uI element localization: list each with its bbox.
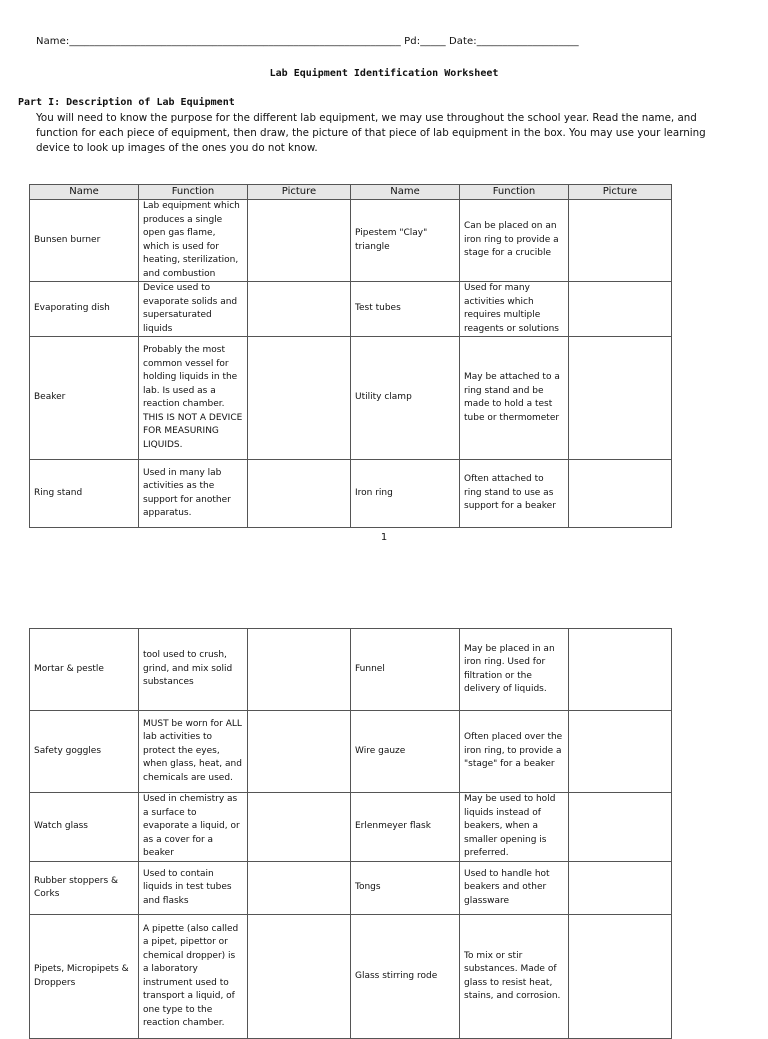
table-row — [30, 200, 672, 282]
equipment-function: Used in many lab activities as the support for another apparatus. — [139, 460, 248, 528]
equipment-function: May be used to hold liquids instead of beakers, when a smaller opening is preferred. — [460, 793, 569, 862]
equipment-name: Beaker — [30, 337, 139, 460]
equipment-function: May be attached to a ring stand and be made to hold a test tube or thermometer — [460, 337, 569, 460]
equipment-name: Utility clamp — [351, 337, 460, 460]
equipment-function: Probably the most common vessel for holding liquids in the lab. Is used as a reaction chamber. THIS IS NOT A DEVICE FOR MEASURING LIQUIDS. — [139, 337, 248, 460]
column-header-function: Function — [139, 185, 248, 200]
worksheet-title: Lab Equipment Identification Worksheet — [269, 68, 499, 79]
equipment-function: A pipette (also called a pipet, pipettor or chemical dropper) is a laboratory instrument used to transport a liquid, of one type to the reaction chamber. — [139, 915, 248, 1039]
equipment-function: Used to handle hot beakers and other glassware — [460, 862, 569, 915]
column-header-function: Function — [460, 185, 569, 200]
picture-box[interactable] — [569, 337, 672, 460]
picture-box[interactable] — [248, 282, 351, 337]
column-header-name: Name — [30, 185, 139, 200]
equipment-table-page2 — [29, 628, 672, 1039]
picture-box[interactable] — [248, 629, 351, 711]
equipment-function: May be placed in an iron ring. Used for filtration or the delivery of liquids. — [460, 629, 569, 711]
equipment-name: Pipets, Micropipets & Droppers — [30, 915, 139, 1039]
column-header-picture: Picture — [248, 185, 351, 200]
table-row — [30, 862, 672, 915]
equipment-name: Mortar & pestle — [30, 629, 139, 711]
equipment-function: Used in chemistry as a surface to evaporate a liquid, or as a cover for a beaker — [139, 793, 248, 862]
picture-box[interactable] — [569, 282, 672, 337]
equipment-name: Rubber stoppers & Corks — [30, 862, 139, 915]
instructions-paragraph: You will need to know the purpose for the different lab equipment, we may use throughout the school year. Read the name, and function for each piece of equipment, then draw, the picture of that piece of lab equipment in the box. You may use your learning device to look up images of the ones you do not know. — [36, 112, 706, 154]
equipment-name: Wire gauze — [351, 711, 460, 793]
picture-box[interactable] — [248, 460, 351, 528]
equipment-name: Test tubes — [351, 282, 460, 337]
picture-box[interactable] — [569, 629, 672, 711]
equipment-name: Funnel — [351, 629, 460, 711]
column-header-picture: Picture — [569, 185, 672, 200]
picture-box[interactable] — [248, 200, 351, 282]
picture-box[interactable] — [569, 460, 672, 528]
equipment-name: Glass stirring rode — [351, 915, 460, 1039]
table-row — [30, 629, 672, 711]
equipment-function: Device used to evaporate solids and supersaturated liquids — [139, 282, 248, 337]
equipment-function: Often placed over the iron ring, to provide a "stage" for a beaker — [460, 711, 569, 793]
picture-box[interactable] — [569, 711, 672, 793]
table-row — [30, 915, 672, 1039]
equipment-name: Tongs — [351, 862, 460, 915]
equipment-function: Used to contain liquids in test tubes and flasks — [139, 862, 248, 915]
picture-box[interactable] — [248, 915, 351, 1039]
equipment-name: Iron ring — [351, 460, 460, 528]
name-period-date-line: Name:_________________________________________________________________ Pd:_____ Date:____________________ — [36, 36, 579, 47]
picture-box[interactable] — [569, 862, 672, 915]
equipment-name: Evaporating dish — [30, 282, 139, 337]
picture-box[interactable] — [569, 200, 672, 282]
picture-box[interactable] — [248, 793, 351, 862]
equipment-name: Erlenmeyer flask — [351, 793, 460, 862]
table-row — [30, 793, 672, 862]
equipment-name: Bunsen burner — [30, 200, 139, 282]
equipment-name: Watch glass — [30, 793, 139, 862]
picture-box[interactable] — [569, 793, 672, 862]
column-header-name: Name — [351, 185, 460, 200]
table-row — [30, 711, 672, 793]
equipment-name: Safety goggles — [30, 711, 139, 793]
equipment-function: Can be placed on an iron ring to provide a stage for a crucible — [460, 200, 569, 282]
equipment-function: Often attached to ring stand to use as support for a beaker — [460, 460, 569, 528]
picture-box[interactable] — [248, 862, 351, 915]
equipment-name: Ring stand — [30, 460, 139, 528]
table-row — [30, 460, 672, 528]
page-number: 1 — [380, 532, 388, 543]
picture-box[interactable] — [248, 337, 351, 460]
equipment-function: To mix or stir substances. Made of glass to resist heat, stains, and corrosion. — [460, 915, 569, 1039]
table-header-row — [30, 185, 672, 200]
equipment-name: Pipestem "Clay" triangle — [351, 200, 460, 282]
table-row — [30, 282, 672, 337]
table-row — [30, 337, 672, 460]
equipment-function: tool used to crush, grind, and mix solid substances — [139, 629, 248, 711]
equipment-function: Used for many activities which requires multiple reagents or solutions — [460, 282, 569, 337]
picture-box[interactable] — [248, 711, 351, 793]
picture-box[interactable] — [569, 915, 672, 1039]
part-title: Part I: Description of Lab Equipment — [18, 97, 235, 108]
equipment-table-page1 — [29, 184, 672, 528]
equipment-function: MUST be worn for ALL lab activities to protect the eyes, when glass, heat, and chemicals are used. — [139, 711, 248, 793]
equipment-function: Lab equipment which produces a single open gas flame, which is used for heating, sterilization, and combustion — [139, 200, 248, 282]
